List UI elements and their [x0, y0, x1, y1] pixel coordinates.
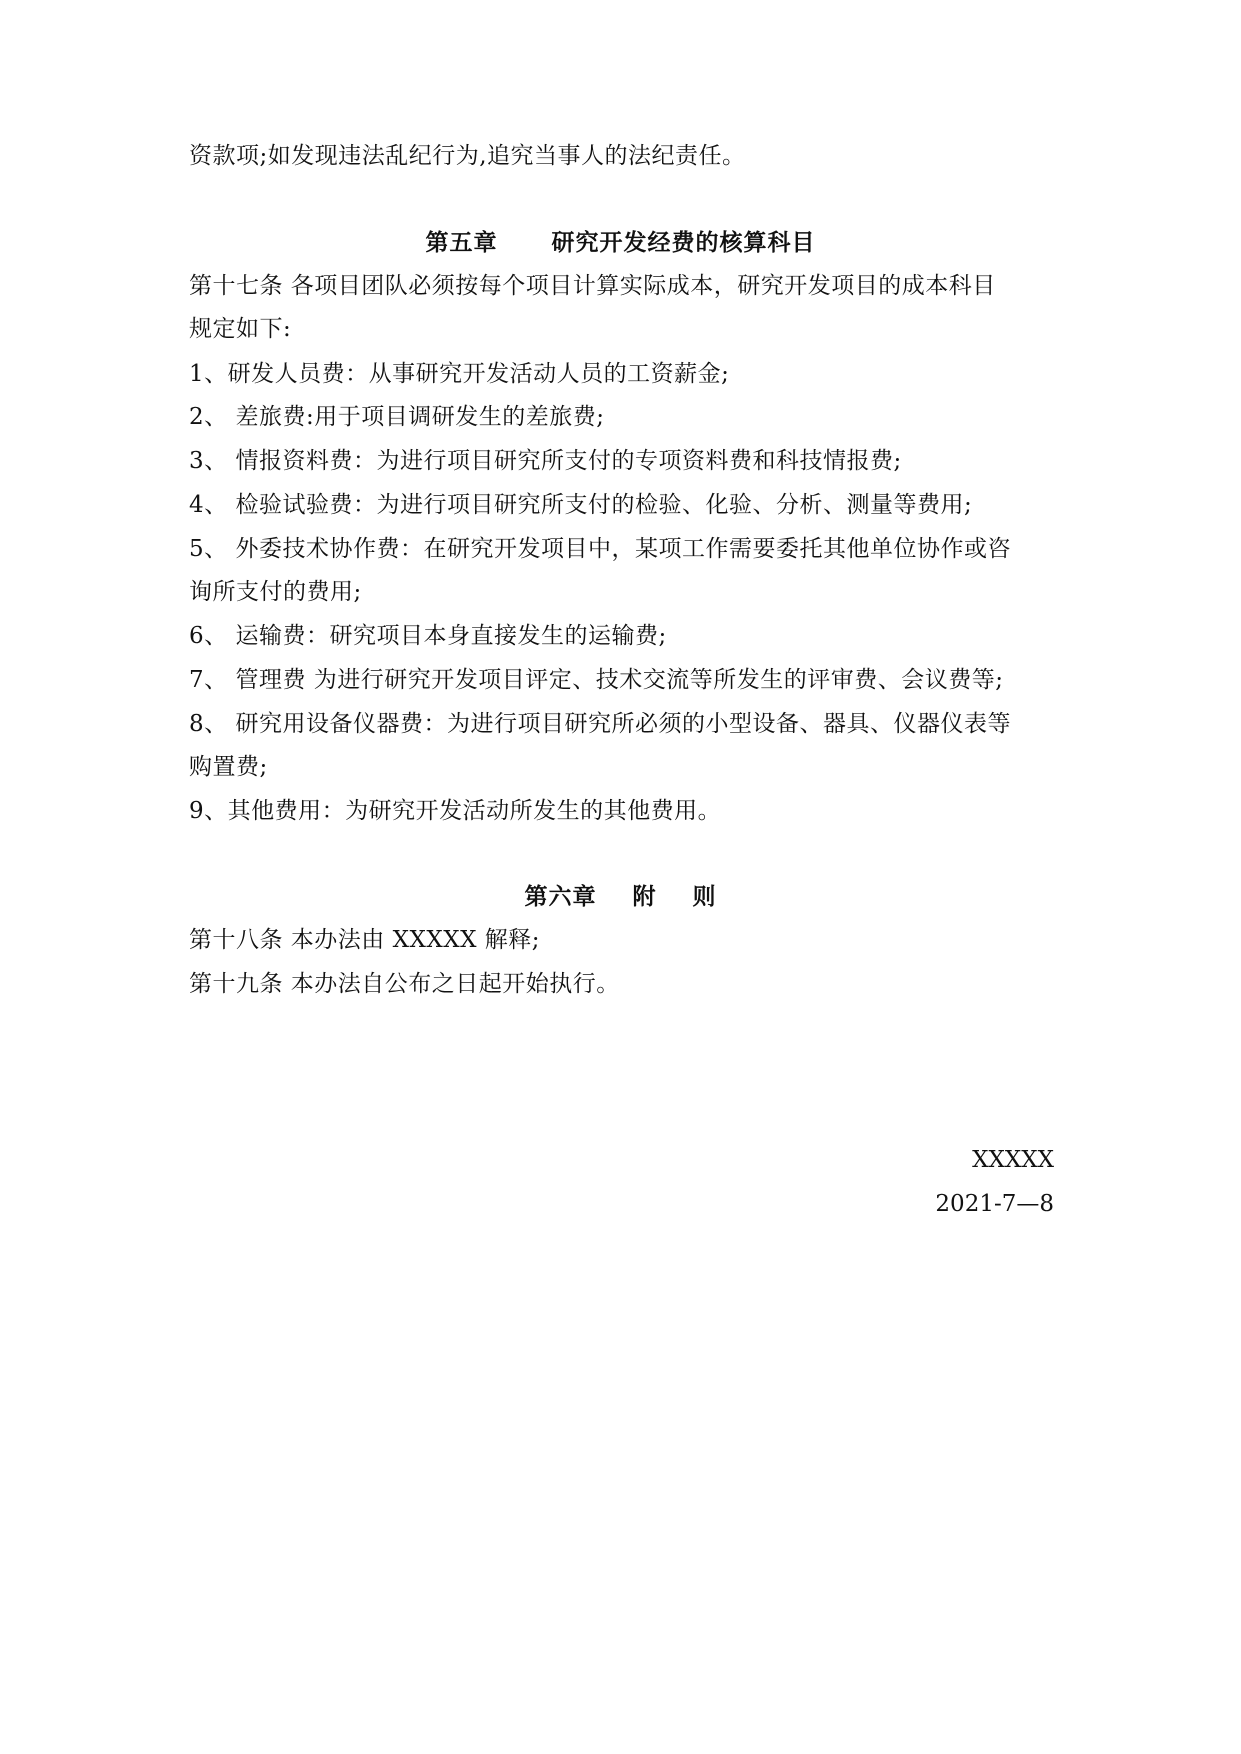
list-item: 2、 差旅费:用于项目调研发生的差旅费; [189, 404, 605, 430]
list-item: 5、 外委技术协作费：在研究开发项目中，某项工作需要委托其他单位协作或咨 [189, 536, 1011, 562]
chapter5-heading: 第五章 研究开发经费的核算科目 [425, 229, 816, 256]
signature-date: 2021-7—8 [935, 1191, 1054, 1217]
article17-line1: 第十七条 各项目团队必须按每个项目计算实际成本，研究开发项目的成本科目 [189, 273, 996, 299]
list-item: 3、 情报资料费：为进行项目研究所支付的专项资料费和科技情报费; [189, 448, 902, 474]
article18: 第十八条 本办法由 XXXXX 解释; [189, 927, 541, 953]
article17-line2: 规定如下: [189, 316, 292, 342]
list-item: 7、 管理费 为进行研究开发项目评定、技术交流等所发生的评审费、会议费等; [189, 667, 1004, 693]
chapter6-heading: 第六章 附 则 [524, 883, 717, 910]
article19: 第十九条 本办法自公布之日起开始执行。 [189, 971, 620, 997]
intro-line: 资款项;如发现违法乱纪行为,追究当事人的法纪责任。 [189, 143, 746, 169]
list-item: 1、研发人员费：从事研究开发活动人员的工资薪金; [189, 361, 730, 387]
list-item: 8、 研究用设备仪器费：为进行项目研究所必须的小型设备、器具、仪器仪表等 [189, 711, 1011, 737]
signature-org: XXXXX [972, 1147, 1054, 1173]
list-item-continuation: 购置费; [189, 754, 268, 780]
list-item: 4、 检验试验费：为进行项目研究所支付的检验、化验、分析、测量等费用; [189, 492, 973, 518]
list-item: 9、其他费用：为研究开发活动所发生的其他费用。 [189, 798, 722, 824]
list-item: 6、 运输费：研究项目本身直接发生的运输费; [189, 623, 667, 649]
list-item-continuation: 询所支付的费用; [189, 579, 362, 605]
